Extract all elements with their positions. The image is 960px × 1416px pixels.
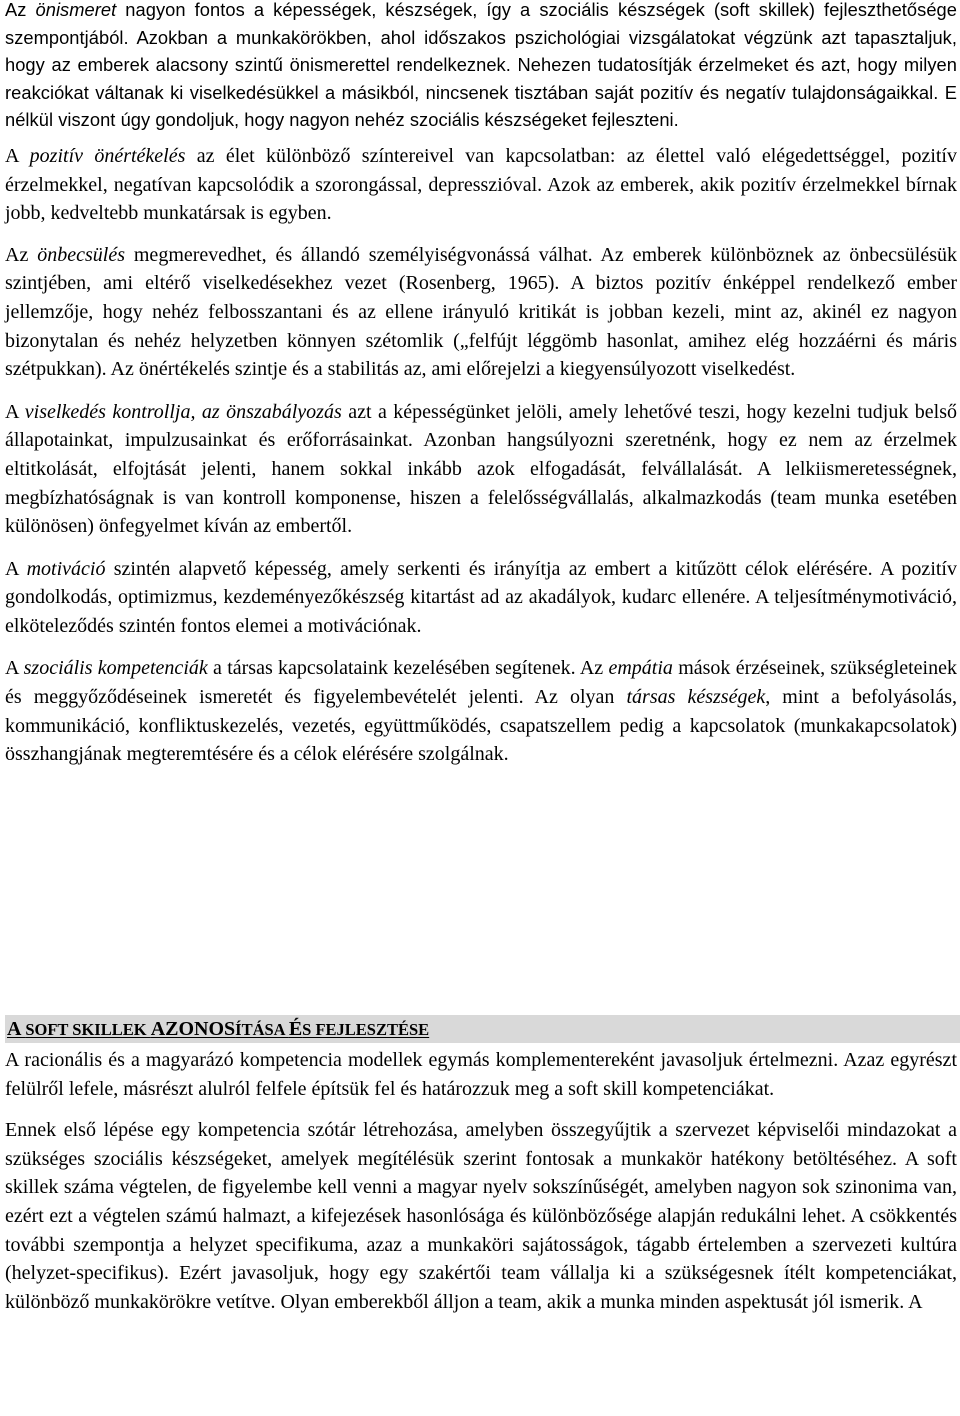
section-self-awareness bbox=[5, 0, 957, 769]
section-heading-band bbox=[5, 1015, 960, 1043]
section-divider bbox=[5, 998, 960, 1000]
term-empatia: empátia bbox=[608, 657, 673, 680]
paragraph-kompetencia-szotar: Ennek első lépése egy kompetencia szótár létrehozása, amelyben összegyűjtik a szervezet képviselői mindazokat a szükséges szociális készségeket, amelyek megítélésük szerint fontosak a munkakör hatékony betöltéséhez. A soft skillek száma végtelen, de figyelembe kell venni a magyar nyelv sokszínűségét, amelyben nagyon sok szinonima van, ezért ezt a végtelen számú halmazt, a kifejezések hasonlósága és különbözősége alapján redukálni lehet. A csökkentés további szempontja a helyzet specifikuma, azaz a munkaköri sajátosságok, tágabb értelemben a szervezeti kultúra (helyzet-specifikus). Ezért javasoljuk, hogy egy szakértői team vállalja ki a szükségesnek ítélt kompetenciákat, különböző munkakörökre vetítve. Olyan emberekből álljon a team, akik a munka minden aspektusát jól ismerik. A bbox=[5, 1119, 957, 1313]
term-szocialis-kompetenciak: szociális kompetenciák bbox=[23, 657, 208, 680]
section-heading: A SOFT SKILLEK AZONOSÍTÁSA ÉS FEJLESZTÉSE bbox=[7, 1018, 430, 1040]
term-tarsas-keszsegek: társas készségek bbox=[626, 686, 766, 709]
term-onbecsules: önbecsülés bbox=[37, 243, 125, 266]
paragraph-pozitiv-onertekeles: A pozitív önértékelés az élet különböző színtereivel van kapcsolatban: az élettel való elégedettséggel, pozitív érzelmekkel, negatívan kapcsolódik a szorongással, depresszióval. Azok az emberek, akik pozitív érzelmekkel bírnak jobb, kedveltebb munkatársak is egyben. bbox=[5, 144, 957, 225]
paragraph-onismeret: Az önismeret nagyon fontos a képességek, készségek, így a szociális készségek (soft skillek) fejleszthetősége szempontjából. Azokban a munkakörökben, ahol időszakos pszichológiai vizsgálatokat végzünk azt tapasztaljuk, hogy az emberek alacsony szintű önismerettel rendelkeznek. Nehezen tudatosítják érzelmeket és azt, hogy milyen reakciókat váltanak ki viselkedésükkel a másikból, nincsenek tisztában saját pozitív és negatív tulajdonságaikkal. E nélkül viszont úgy gondoljuk, hogy nagyon nehéz szociális készségeket fejleszteni. bbox=[5, 0, 957, 131]
paragraph-motivacio: A motiváció szintén alapvető képesség, amely serkenti és irányítja az embert a kitűzött célok elérésére. A pozitív gondolkodás, optimizmus, kezdeményezőkészség kitartást ad az akadályok, kudarc ellenére. A teljesítménymotiváció, elköteleződés szintén fontos elemei a motivációnak. bbox=[5, 557, 957, 637]
paragraph-onbecsules: Az önbecsülés megmerevedhet, és állandó személyiségvonássá válhat. Az emberek különböznek az önbecsülésük szintjében, ami eltérő viselkedésekhez vezet (Rosenberg, 1965). A biztos pozitív énképpel rendelkező ember jellemzője, hogy nehéz felbosszantani és az ellene irányuló kritikát is jobban kezeli, mint az, akinél ez nagyon bizonytalan és nehéz helyzetben könnyen szétomlik („felfújt léggömb hasonlat, amihez elég hozzáérni és máris szétpukkan). Az önértékelés szintje és a stabilitás az, ami előrejelzi a kiegyensúlyozott viselkedést. bbox=[5, 243, 957, 381]
term-onismeret: önismeret bbox=[35, 0, 117, 20]
paragraph-onszabalyozas: A viselkedés kontrollja, az önszabályozás azt a képességünket jelöli, amely lehetővé teszi, hogy kezelni tudjuk belső állapotainkat, impulzusainkat és erőforrásainkat. Azonban hangsúlyozni szeretnénk, hogy ez nem az érzelmek eltitkolását, elfojtását jelenti, hanem sokkal inkább azok elfogadását, felvállalását. A lelkiismeretességnek, megbízhatóságnak is van kontroll komponense, hiszen a felelősségvállalás, alkalmazkodás (team munka esetében különösen) önfegyelmet kíván az embertől. bbox=[5, 400, 957, 538]
term-viselkedes-kontrollja: viselkedés kontrollja, az önszabályozás bbox=[24, 400, 342, 423]
paragraph-szocialis-kompetenciak: A szociális kompetenciák a társas kapcsolataink kezelésében segítenek. Az empátia mások érzéseinek, szükségleteinek és meggyőződéseinek ismeretét és figyelembevételét jelenti. Az olyan társas készségek, mint a befolyásolás, kommunikáció, konfliktuskezelés, vezetés, együttműködés, csapatszellem pedig a kapcsolatok (munkakapcsolatok) összhangjának megteremtésére és a célok elérésére szolgálnak. bbox=[5, 657, 957, 766]
paragraph-kompetencia-modellek: A racionális és a magyarázó kompetencia modellek egymás komplementereként javasoljuk értelmezni. Azaz egyrészt felülről lefele, másrészt alulról felfele építsük fel és határozzuk meg a soft skill kompetenciákat. bbox=[5, 1049, 957, 1100]
section-soft-skills bbox=[5, 1046, 957, 1316]
term-motivacio: motiváció bbox=[26, 557, 106, 580]
term-pozitiv-onertekeles: pozitív önértékelés bbox=[29, 144, 186, 167]
